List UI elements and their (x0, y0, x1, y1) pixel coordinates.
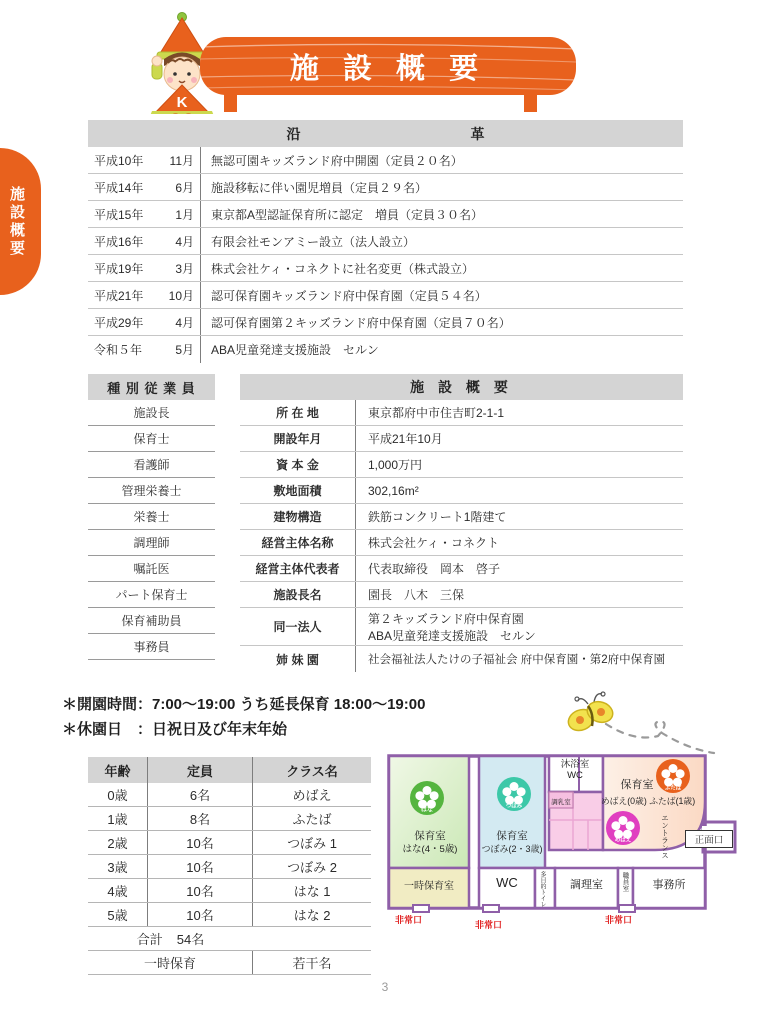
staff-item: 嘱託医 (88, 556, 215, 582)
history-month: 4月 (175, 234, 194, 249)
facility-overview-table (240, 374, 683, 672)
history-year: 平成29年 (94, 315, 144, 330)
history-year: 平成16年 (94, 234, 144, 249)
history-year: 平成21年 (94, 288, 144, 303)
logo-mebae (606, 811, 640, 845)
table-row (240, 452, 683, 478)
opening-hours-notes (62, 692, 425, 742)
class-age: 3歳 (88, 855, 148, 878)
page-title: 施 設 概 要 (289, 52, 487, 85)
table-row (240, 530, 683, 556)
facility-label: 所 在 地 (276, 406, 319, 420)
room-label-hana (391, 830, 469, 856)
class-age: 2歳 (88, 831, 148, 854)
room-label: 沐浴室 (560, 759, 590, 770)
history-year: 平成19年 (94, 261, 144, 276)
room-label-bath (547, 759, 603, 781)
class-name: はな 2 (293, 908, 331, 923)
room-label-front-door: 正面口 (685, 830, 733, 848)
facility-value-line2: ABA児童発達支援施設 セルン (368, 628, 536, 643)
facility-label: 敷地面積 (273, 484, 322, 498)
class-age: 4歳 (88, 879, 148, 902)
table-row (88, 807, 371, 831)
room-label-wc: WC (496, 875, 518, 890)
table-row (88, 903, 371, 927)
logo-hana (410, 781, 444, 815)
total-label: 合計 (136, 932, 163, 947)
class-age: 5歳 (88, 903, 148, 926)
facility-label: 建物構造 (273, 510, 322, 524)
room-label-ichiji: 一時保育室 (404, 881, 454, 892)
table-row (88, 147, 683, 174)
history-year: 令和５年 (94, 343, 143, 357)
class-age: 1歳 (88, 807, 148, 830)
table-row (240, 426, 683, 452)
staff-item: 保育士 (88, 426, 215, 452)
history-year: 平成14年 (94, 180, 144, 195)
facility-label: 姉 妹 園 (276, 652, 319, 667)
class-capacity-table (88, 757, 371, 975)
table-row (88, 336, 683, 363)
history-event: 認可保育園第２キッズランド府中保育園（定員７０名） (200, 309, 683, 335)
class-name: つぼみ 1 (287, 836, 337, 851)
facility-value: 東京都府中市住吉町2-1-1 (368, 406, 505, 420)
table-row-total (88, 927, 371, 951)
class-name: ふたば (292, 812, 332, 827)
table-row (240, 646, 683, 672)
class-table-header (88, 757, 371, 783)
history-table (88, 120, 683, 363)
facility-label: 資 本 金 (276, 458, 319, 472)
room-label: はな(4・5歳) (402, 844, 458, 855)
room-label-kitchen: 調理室 (570, 879, 603, 891)
exit-door (619, 905, 635, 912)
history-event: 施設移転に伴い園児増員（定員２９名） (200, 174, 683, 200)
facility-value: 302,16m² (368, 483, 419, 498)
exit-door (413, 905, 429, 912)
history-month: 4月 (175, 315, 194, 330)
history-month: 3月 (175, 261, 194, 276)
history-event: 東京都A型認証保育所に認定 増員（定員３０名） (200, 201, 683, 227)
history-month: 5月 (175, 343, 194, 357)
table-row (240, 556, 683, 582)
emergency-exit-label: 非常口 (605, 915, 633, 925)
table-row (240, 400, 683, 426)
svg-text:K: K (176, 94, 188, 111)
history-event: 有限会社モンアミー設立（法人設立） (200, 228, 683, 254)
history-table-header (88, 120, 683, 147)
room-label-entrance: エントランス (660, 814, 670, 859)
butterfly-illustration (558, 686, 768, 758)
facility-label: 開設年月 (273, 432, 322, 446)
history-month: 6月 (175, 180, 194, 195)
room-label-milk: 調乳室 (551, 799, 571, 806)
room-label-tsubomi (472, 830, 552, 856)
facility-label: 同一法人 (273, 620, 322, 634)
facility-value: 園長 八木 三保 (368, 588, 465, 602)
staff-item: 保育補助員 (88, 608, 215, 634)
class-capacity: 8名 (148, 807, 253, 830)
class-capacity: 6名 (148, 783, 253, 806)
class-capacity: 10名 (148, 855, 253, 878)
logo-tsubomi (497, 777, 531, 811)
staff-table-header: 種 別 従 業 員 (88, 374, 215, 400)
facility-value: 代表取締役 岡本 啓子 (368, 562, 501, 576)
side-tab-label: 施設概要 (8, 185, 25, 258)
room-label: WC (567, 770, 583, 781)
logo-hana-text: はな (420, 807, 434, 814)
facility-value: 株式会社ケィ・コネクト (368, 536, 500, 550)
history-event: 株式会社ケィ・コネクトに社名変更（株式設立） (200, 255, 683, 281)
table-row (88, 831, 371, 855)
logo-tsubomi-text: つぼみ (505, 803, 523, 810)
staff-item: 管理栄養士 (88, 478, 215, 504)
history-month: 10月 (168, 288, 194, 303)
facility-value: 社会福祉法人たけの子福祉会 府中保育園・第2府中保育園 (368, 654, 666, 666)
facility-value: 1,000万円 (368, 458, 423, 472)
staff-item: 事務員 (88, 634, 215, 660)
room-label-multi-toilet: 多目的トイレ (539, 871, 545, 907)
total-value: 54名 (176, 932, 205, 947)
table-row (240, 504, 683, 530)
logo-mebae-text: めばえ (614, 837, 632, 844)
room-label-staff-room: 職員室 (621, 872, 629, 892)
table-row (88, 879, 371, 903)
closed-days-line: ＊休園日 ：日祝日及び年末年始 (62, 721, 288, 738)
table-row-temporary (88, 951, 371, 975)
room-label-mebae-futaba: 保育室 (620, 779, 654, 791)
class-capacity: 10名 (148, 903, 253, 926)
logo-futaba-text: ふたば (664, 785, 682, 792)
history-header-left: 沿 (286, 125, 301, 142)
temporary-care-label: 一時保育 (88, 951, 253, 974)
exit-door (483, 905, 499, 912)
facility-label: 経営主体名称 (261, 536, 334, 550)
opening-hours-line: ＊開園時間：7:00～19:00 うち延長保育 18:00～19:00 (62, 696, 426, 713)
page-title-banner (200, 37, 576, 95)
class-name: つぼみ 2 (287, 860, 337, 875)
room-label-mebae-futaba2: めばえ(0歳) ふたば(1歳) (600, 796, 696, 806)
history-year: 平成10年 (94, 153, 144, 168)
emergency-exit-label: 非常口 (475, 920, 503, 930)
history-header-right: 革 (470, 125, 485, 142)
emergency-exit-label: 非常口 (395, 915, 423, 925)
room-multi-toilet (535, 868, 555, 908)
table-row (88, 855, 371, 879)
room-label: 保育室 (414, 830, 446, 842)
history-event: ABA児童発達支援施設 セルン (200, 336, 683, 363)
staff-item: 調理師 (88, 530, 215, 556)
table-row (88, 201, 683, 228)
table-row (240, 582, 683, 608)
class-age: 0歳 (88, 783, 148, 806)
table-row (88, 282, 683, 309)
staff-item: パート保育士 (88, 582, 215, 608)
facility-label: 経営主体代表者 (255, 562, 340, 576)
facility-value-line1: 第２キッズランド府中保育園 (368, 611, 524, 626)
history-year: 平成15年 (94, 207, 144, 222)
table-row (240, 478, 683, 504)
facility-table-header: 施 設 概 要 (240, 374, 683, 400)
temporary-care-value: 若干名 (292, 956, 332, 971)
history-month: 1月 (175, 207, 194, 222)
class-capacity: 10名 (148, 879, 253, 902)
side-tab-facility-overview (0, 148, 41, 295)
class-capacity: 10名 (148, 831, 253, 854)
table-row (240, 608, 683, 646)
class-name: めばえ (292, 788, 332, 803)
staff-item: 看護師 (88, 452, 215, 478)
history-event: 無認可園キッズランド府中開園（定員２０名） (200, 147, 683, 173)
staff-type-table (88, 374, 215, 660)
room-label: つぼみ(2・3歳) (481, 844, 543, 854)
banner-peg-right (524, 93, 537, 112)
table-row (88, 228, 683, 255)
col-header-age: 年齢 (88, 757, 148, 783)
history-month: 11月 (169, 153, 194, 168)
col-header-class: クラス名 (286, 763, 338, 779)
total-class-empty (253, 927, 371, 950)
facility-value: 平成21年10月 (368, 432, 443, 446)
class-name: はな 1 (293, 884, 331, 899)
room-label: 保育室 (496, 830, 528, 842)
table-row (88, 309, 683, 336)
table-row (88, 255, 683, 282)
staff-item: 施設長 (88, 400, 215, 426)
table-row (88, 783, 371, 807)
history-event: 認可保育園キッズランド府中保育園（定員５４名） (200, 282, 683, 308)
facility-label: 施設長名 (273, 588, 322, 602)
banner-peg-left (224, 93, 237, 112)
staff-item: 栄養士 (88, 504, 215, 530)
facility-value: 鉄筋コンクリート1階建て (368, 510, 507, 524)
col-header-capacity: 定員 (148, 757, 253, 783)
page-number: 3 (381, 980, 389, 994)
table-row (88, 174, 683, 201)
room-label-office: 事務所 (652, 879, 686, 891)
floor-plan (383, 750, 768, 937)
